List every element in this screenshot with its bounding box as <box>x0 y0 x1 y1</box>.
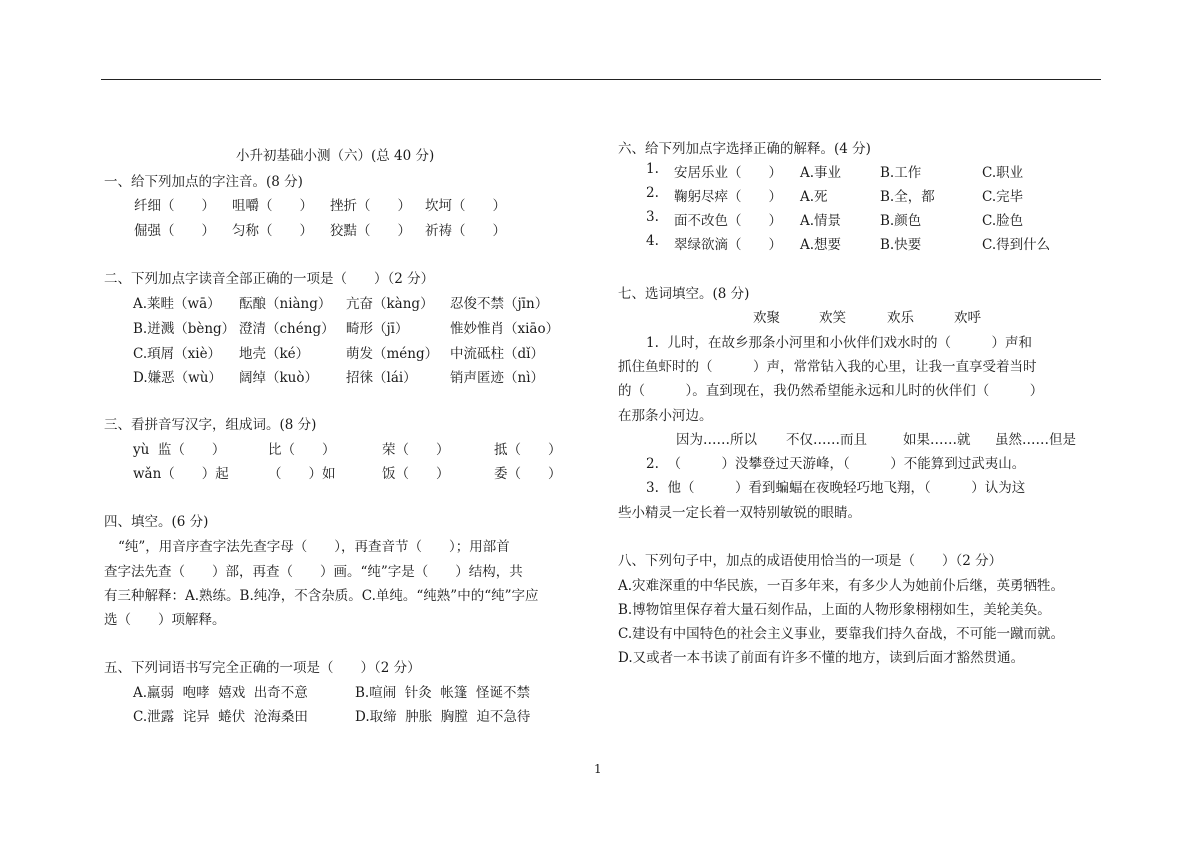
q6-choice: B.工作 <box>880 165 922 181</box>
q2-option: 畸形（jī） <box>346 321 409 337</box>
q6-heading: 六、给下列加点字选择正确的解释。(4 分) <box>618 141 871 157</box>
q5-option: D.取缔 肿胀 胸膛 迫不急待 <box>355 709 531 725</box>
q8-option: C.建设有中国特色的社会主义事业，要靠我们持久奋战，不可能一蹴而就。 <box>618 626 1065 642</box>
q4-text-line: 查字法先查（ ）部，再查（ ）画。“纯”字是（ ）结构，共 <box>104 564 523 580</box>
q2-option: 亢奋（kàng） <box>346 296 434 312</box>
q7-conjunction: 虽然……但是 <box>995 432 1076 448</box>
q7-text-line: 3. 他（ ）看到蝙蝠在夜晚轻巧地飞翔，（ ）认为这 <box>646 480 1026 496</box>
q5-heading: 五、下列词语书写完全正确的一项是（ ）（2 分） <box>104 660 421 676</box>
q2-option: 萌发（méng） <box>346 346 439 362</box>
q4-text-line: “纯”，用音序查字法先查字母（ ），再查音节（ ）；用部首 <box>118 539 510 555</box>
q8-option: B.博物馆里保存着大量石刻作品，上面的人物形象栩栩如生，美轮美奂。 <box>618 602 1051 618</box>
q6-number: 2. <box>646 185 659 201</box>
q6-number: 3. <box>646 209 659 225</box>
q7-text-line: 1. 儿时，在故乡那条小河里和小伙伴们戏水时的（ ）声和 <box>646 335 1032 351</box>
q6-word: 翠绿欲滴（ ） <box>674 237 782 253</box>
q6-choice: B.全，都 <box>880 189 935 205</box>
q6-choice: C.得到什么 <box>982 237 1051 253</box>
header-rule <box>101 79 1101 80</box>
q2-option: 地壳（ké） <box>239 346 310 362</box>
q1-item: 匀称（ ） <box>232 223 313 239</box>
q5-option: B.喧闹 针灸 帐篷 怪诞不禁 <box>355 685 530 701</box>
q2-option: 澄清（chéng） <box>239 321 335 337</box>
q5-option: C.泄露 诧异 蜷伏 沧海桑田 <box>133 709 308 725</box>
q7-conjunction: 因为……所以 <box>676 432 757 448</box>
q6-choice: A.想要 <box>800 237 842 253</box>
q7-word-choice: 欢笑 <box>819 310 846 326</box>
q6-choice: A.死 <box>800 189 828 205</box>
q1-item: 纤细（ ） <box>134 198 215 214</box>
q4-text-line: 有三种解释：A.熟练。B.纯净，不含杂质。C.单纯。“纯熟”中的“纯”字应 <box>104 588 539 604</box>
q6-choice: C.完毕 <box>982 189 1024 205</box>
q4-heading: 四、填空。(6 分) <box>104 514 209 530</box>
q3-item: 饭（ ） <box>382 466 450 482</box>
q3-item: yù 监（ ） <box>133 442 226 458</box>
q6-choice: A.情景 <box>800 213 842 229</box>
q6-word: 鞠躬尽瘁（ ） <box>674 189 782 205</box>
page-number: 1 <box>594 762 602 776</box>
q6-choice: B.颜色 <box>880 213 922 229</box>
page-title: 小升初基础小测（六）(总 40 分) <box>236 148 435 164</box>
q7-word-choice: 欢呼 <box>954 310 981 326</box>
q1-item: 挫折（ ） <box>330 198 411 214</box>
q6-choice: B.快要 <box>880 237 922 253</box>
q3-item: wǎn（ ）起 <box>133 466 229 482</box>
q7-text-line: 抓住鱼虾时的（ ）声，常常钻入我的心里，让我一直享受着当时 <box>618 359 1037 375</box>
q7-text-line: 在那条小河边。 <box>618 408 713 424</box>
q6-number: 1. <box>646 161 659 177</box>
q7-word-choice: 欢乐 <box>887 310 914 326</box>
q8-option: A.灾难深重的中华民族，一百多年来，有多少人为她前仆后继，英勇牺牲。 <box>618 578 1065 594</box>
q8-option: D.又或者一本书读了前面有许多不懂的地方，读到后面才豁然贯通。 <box>618 650 1025 666</box>
q3-item: 荣（ ） <box>382 442 450 458</box>
q7-text-line: 2. （ ）没攀登过天游峰，（ ）不能算到过武夷山。 <box>646 456 1026 472</box>
q2-option: D.嫌恶（wù） <box>133 370 222 386</box>
q1-item: 狡黠（ ） <box>330 223 411 239</box>
q6-choice: C.脸色 <box>982 213 1024 229</box>
q2-option: B.迸溅（bèng） <box>133 321 236 337</box>
q7-heading: 七、选词填空。(8 分) <box>618 286 750 302</box>
q7-conjunction: 如果……就 <box>903 432 971 448</box>
q7-word-choice: 欢聚 <box>753 310 780 326</box>
q2-option: 惟妙惟肖（xiāo） <box>450 321 560 337</box>
q3-heading: 三、看拼音写汉字，组成词。(8 分) <box>104 417 317 433</box>
q8-heading: 八、下列句子中，加点的成语使用恰当的一项是（ ）（2 分） <box>618 553 1003 569</box>
q2-option: 阔绰（kuò） <box>239 370 319 386</box>
q1-item: 祈祷（ ） <box>425 223 506 239</box>
q1-item: 咀嚼（ ） <box>232 198 313 214</box>
q3-item: 比（ ） <box>268 442 336 458</box>
q2-option: C.頊屑（xiè） <box>133 346 222 362</box>
q2-option: 销声匿迹（nì） <box>450 370 545 386</box>
q2-option: 忍俊不禁（jīn） <box>450 296 549 312</box>
q7-text-line: 些小精灵一定长着一双特别敏锐的眼睛。 <box>618 505 861 521</box>
q2-heading: 二、下列加点字读音全部正确的一项是（ ）（2 分） <box>104 271 435 287</box>
q6-number: 4. <box>646 233 659 249</box>
q3-item: 委（ ） <box>494 466 562 482</box>
q1-item: 坎坷（ ） <box>425 198 506 214</box>
q6-word: 安居乐业（ ） <box>674 165 782 181</box>
q7-text-line: 的（ ）。直到现在，我仍然希望能永远和儿时的伙伴们（ ） <box>618 383 1044 399</box>
q3-item: 抵（ ） <box>494 442 562 458</box>
q6-word: 面不改色（ ） <box>674 213 782 229</box>
q1-heading: 一、给下列加点的字注音。(8 分) <box>104 174 303 190</box>
q2-option: 招徕（lái） <box>346 370 417 386</box>
q2-option: 中流砥柱（dǐ） <box>450 346 544 362</box>
q5-option: A.羸弱 咆哮 嬉戏 出奇不意 <box>133 685 308 701</box>
q2-option: 酝酿（niàng） <box>239 296 332 312</box>
q1-item: 倔强（ ） <box>134 223 215 239</box>
q7-conjunction: 不仅……而且 <box>786 432 867 448</box>
q6-choice: A.事业 <box>800 165 842 181</box>
q4-text-line: 选（ ）项解释。 <box>104 612 226 628</box>
q2-option: A.莱畦（wā） <box>133 296 221 312</box>
q3-item: （ ）如 <box>268 466 336 482</box>
q6-choice: C.职业 <box>982 165 1024 181</box>
